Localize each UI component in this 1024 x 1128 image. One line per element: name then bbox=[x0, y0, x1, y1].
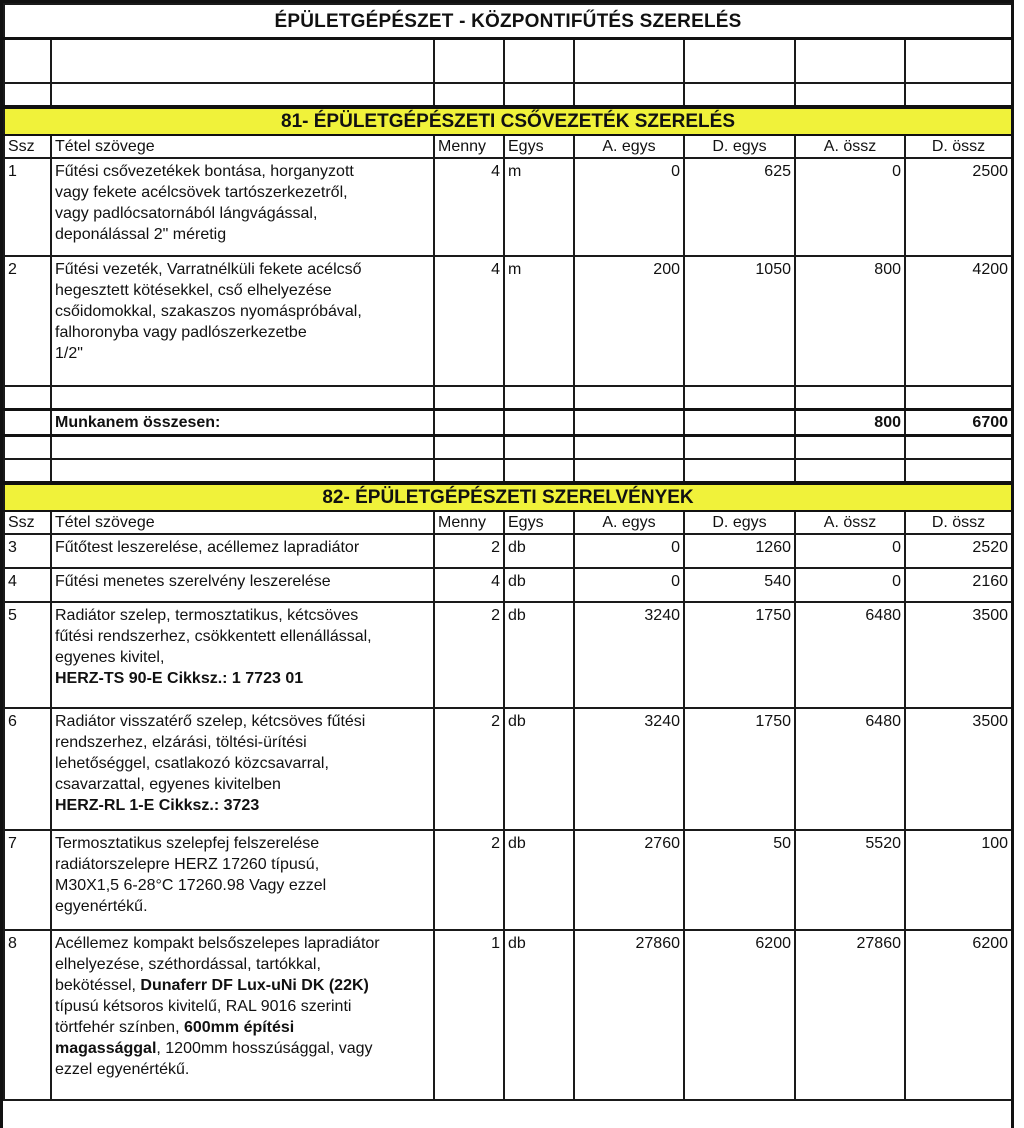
table-row bbox=[4, 930, 1012, 1100]
product-name: Dunaferr DF Lux-uNi DK (22K) bbox=[140, 977, 369, 994]
text-line: vagy padlócsatornából lángvágással, bbox=[55, 205, 318, 222]
cell-d-ossz: 2500 bbox=[905, 158, 1012, 256]
text-line: Fűtési csővezetékek bontása, horganyzott bbox=[55, 163, 354, 180]
text-line: Termosztatikus szelepfej felszerelése bbox=[55, 835, 320, 852]
text-line: Fűtőtest leszerelése, acéllemez lapradiátor bbox=[55, 539, 360, 556]
text-line: deponálással 2" méretig bbox=[55, 226, 227, 243]
col-header-text: Tétel szövege bbox=[51, 135, 434, 158]
cell-a-ossz: 0 bbox=[795, 568, 905, 602]
cell-egys: db bbox=[504, 534, 574, 568]
page-title: ÉPÜLETGÉPÉSZET - KÖZPONTIFŰTÉS SZERELÉS bbox=[4, 4, 1012, 39]
text-line: Acéllemez kompakt belsőszelepes lapradiátor bbox=[55, 935, 380, 952]
text-span: bekötéssel, bbox=[55, 977, 141, 994]
cell-text bbox=[51, 158, 434, 256]
column-header-row bbox=[4, 135, 1012, 158]
cell-a-egys: 0 bbox=[574, 534, 684, 568]
text-line: Fűtési menetes szerelvény leszerelése bbox=[55, 573, 331, 590]
height-spec: magassággal bbox=[55, 1040, 157, 1057]
cell-d-egys: 1260 bbox=[684, 534, 795, 568]
table-row bbox=[4, 158, 1012, 256]
cell-menny: 4 bbox=[434, 256, 504, 386]
cell-menny: 4 bbox=[434, 158, 504, 256]
text-line bbox=[55, 1017, 430, 1038]
product-code: HERZ-RL 1-E Cikksz.: 3723 bbox=[55, 797, 260, 814]
cell-menny: 2 bbox=[434, 534, 504, 568]
text-line: csőidomokkal, szakaszos nyomáspróbával, bbox=[55, 303, 362, 320]
text-line: lehetőséggel, csatlakozó közcsavarral, bbox=[55, 755, 329, 772]
title-row bbox=[4, 4, 1012, 39]
cell-text bbox=[51, 568, 434, 602]
cell-a-ossz: 5520 bbox=[795, 830, 905, 930]
col-header-text: Tétel szövege bbox=[51, 511, 434, 534]
cell-egys: db bbox=[504, 708, 574, 830]
cell-text bbox=[51, 602, 434, 708]
cell-ssz: 6 bbox=[4, 708, 51, 830]
cell-d-ossz: 2160 bbox=[905, 568, 1012, 602]
text-line: 1/2" bbox=[55, 345, 83, 362]
section-header-81 bbox=[4, 107, 1012, 135]
text-line: Radiátor szelep, termosztatikus, kétcsöves bbox=[55, 607, 359, 624]
cell-d-ossz: 2520 bbox=[905, 534, 1012, 568]
text-line: egyenes kivitel, bbox=[55, 649, 165, 666]
cell-d-ossz: 3500 bbox=[905, 602, 1012, 708]
empty-row bbox=[4, 436, 1012, 460]
empty-row bbox=[4, 39, 1012, 84]
text-line: vagy fekete acélcsövek tartószerkezetről, bbox=[55, 184, 348, 201]
cell-menny: 1 bbox=[434, 930, 504, 1100]
cell-d-egys: 1750 bbox=[684, 708, 795, 830]
table-row bbox=[4, 708, 1012, 830]
column-header-row bbox=[4, 511, 1012, 534]
table-row bbox=[4, 830, 1012, 930]
text-line bbox=[55, 1038, 430, 1059]
col-header-d-ossz: D. össz bbox=[905, 511, 1012, 534]
empty-row bbox=[4, 459, 1012, 483]
text-line: rendszerhez, elzárási, töltési-ürítési bbox=[55, 734, 307, 751]
text-line: falhoronyba vagy padlószerkezetbe bbox=[55, 324, 307, 341]
cell-ssz: 5 bbox=[4, 602, 51, 708]
cell-d-ossz: 3500 bbox=[905, 708, 1012, 830]
cell-menny: 2 bbox=[434, 602, 504, 708]
col-header-egys: Egys bbox=[504, 135, 574, 158]
cell-a-ossz: 27860 bbox=[795, 930, 905, 1100]
cell-ssz: 7 bbox=[4, 830, 51, 930]
cell-egys: m bbox=[504, 256, 574, 386]
col-header-egys: Egys bbox=[504, 511, 574, 534]
cell-ssz: 4 bbox=[4, 568, 51, 602]
cell-a-egys: 3240 bbox=[574, 708, 684, 830]
cell-menny: 2 bbox=[434, 830, 504, 930]
text-line: Radiátor visszatérő szelep, kétcsöves fűtési bbox=[55, 713, 366, 730]
cell-menny: 2 bbox=[434, 708, 504, 830]
col-header-d-ossz: D. össz bbox=[905, 135, 1012, 158]
col-header-ssz: Ssz bbox=[4, 511, 51, 534]
table-row bbox=[4, 568, 1012, 602]
cell-a-egys: 0 bbox=[574, 158, 684, 256]
cell-egys: m bbox=[504, 158, 574, 256]
table-row bbox=[4, 534, 1012, 568]
cell-d-egys: 6200 bbox=[684, 930, 795, 1100]
height-spec: 600mm építési bbox=[183, 1019, 295, 1036]
cell-d-egys: 1050 bbox=[684, 256, 795, 386]
product-code: HERZ-TS 90-E Cikksz.: 1 7723 01 bbox=[55, 670, 304, 687]
summary-d-ossz: 6700 bbox=[905, 410, 1012, 436]
cell-a-ossz: 0 bbox=[795, 534, 905, 568]
cell-text bbox=[51, 534, 434, 568]
text-line: Fűtési vezeték, Varratnélküli fekete acélcső bbox=[55, 261, 362, 278]
text-line: csavarzattal, egyenes kivitelben bbox=[55, 776, 281, 793]
cell-ssz: 3 bbox=[4, 534, 51, 568]
col-header-d-egys: D. egys bbox=[684, 511, 795, 534]
text-line: típusú kétsoros kivitelű, RAL 9016 szerinti bbox=[55, 998, 352, 1015]
empty-row bbox=[4, 386, 1012, 410]
col-header-a-egys: A. egys bbox=[574, 511, 684, 534]
table-row bbox=[4, 602, 1012, 708]
cell-a-ossz: 0 bbox=[795, 158, 905, 256]
text-line: ezzel egyenértékű. bbox=[55, 1061, 190, 1078]
text-line: elhelyezése, széthordással, tartókkal, bbox=[55, 956, 321, 973]
section-title: 81- ÉPÜLETGÉPÉSZETI CSŐVEZETÉK SZERELÉS bbox=[4, 107, 1012, 135]
empty-row bbox=[4, 83, 1012, 107]
cell-ssz: 1 bbox=[4, 158, 51, 256]
text-line: radiátorszelepre HERZ 17260 típusú, bbox=[55, 856, 320, 873]
cell-egys: db bbox=[504, 830, 574, 930]
col-header-d-egys: D. egys bbox=[684, 135, 795, 158]
cell-a-egys: 3240 bbox=[574, 602, 684, 708]
cell-text bbox=[51, 930, 434, 1100]
col-header-a-ossz: A. össz bbox=[795, 511, 905, 534]
cell-d-egys: 625 bbox=[684, 158, 795, 256]
col-header-a-egys: A. egys bbox=[574, 135, 684, 158]
cell-d-ossz: 4200 bbox=[905, 256, 1012, 386]
cell-d-ossz: 100 bbox=[905, 830, 1012, 930]
text-span: , 1200mm hosszúsággal, vagy bbox=[156, 1040, 373, 1057]
text-line: fűtési rendszerhez, csökkentett ellenállással, bbox=[55, 628, 372, 645]
cell-a-ossz: 6480 bbox=[795, 708, 905, 830]
cell-a-egys: 0 bbox=[574, 568, 684, 602]
text-line: hegesztett kötésekkel, cső elhelyezése bbox=[55, 282, 332, 299]
section-title: 82- ÉPÜLETGÉPÉSZETI SZERELVÉNYEK bbox=[4, 483, 1012, 511]
cell-d-egys: 540 bbox=[684, 568, 795, 602]
text-line: egyenértékű. bbox=[55, 898, 148, 915]
summary-label: Munkanem összesen: bbox=[51, 410, 434, 436]
col-header-a-ossz: A. össz bbox=[795, 135, 905, 158]
summary-a-ossz: 800 bbox=[795, 410, 905, 436]
summary-row bbox=[4, 410, 1012, 436]
col-header-ssz: Ssz bbox=[4, 135, 51, 158]
cell-text bbox=[51, 830, 434, 930]
cell-egys: db bbox=[504, 568, 574, 602]
cell-d-egys: 1750 bbox=[684, 602, 795, 708]
cell-a-ossz: 6480 bbox=[795, 602, 905, 708]
cell-a-egys: 27860 bbox=[574, 930, 684, 1100]
cell-egys: db bbox=[504, 602, 574, 708]
cell-text bbox=[51, 708, 434, 830]
cell-ssz: 8 bbox=[4, 930, 51, 1100]
cell-a-ossz: 800 bbox=[795, 256, 905, 386]
table-row bbox=[4, 256, 1012, 386]
cost-table bbox=[3, 3, 1013, 1101]
text-line bbox=[55, 975, 430, 996]
cell-text bbox=[51, 256, 434, 386]
cell-menny: 4 bbox=[434, 568, 504, 602]
col-header-menny: Menny bbox=[434, 511, 504, 534]
cell-egys: db bbox=[504, 930, 574, 1100]
col-header-menny: Menny bbox=[434, 135, 504, 158]
text-span: törtfehér színben, bbox=[55, 1019, 184, 1036]
cell-d-egys: 50 bbox=[684, 830, 795, 930]
cell-d-ossz: 6200 bbox=[905, 930, 1012, 1100]
text-line: M30X1,5 6-28°C 17260.98 Vagy ezzel bbox=[55, 877, 327, 894]
section-header-82 bbox=[4, 483, 1012, 511]
cell-a-egys: 2760 bbox=[574, 830, 684, 930]
cell-ssz: 2 bbox=[4, 256, 51, 386]
cell-a-egys: 200 bbox=[574, 256, 684, 386]
